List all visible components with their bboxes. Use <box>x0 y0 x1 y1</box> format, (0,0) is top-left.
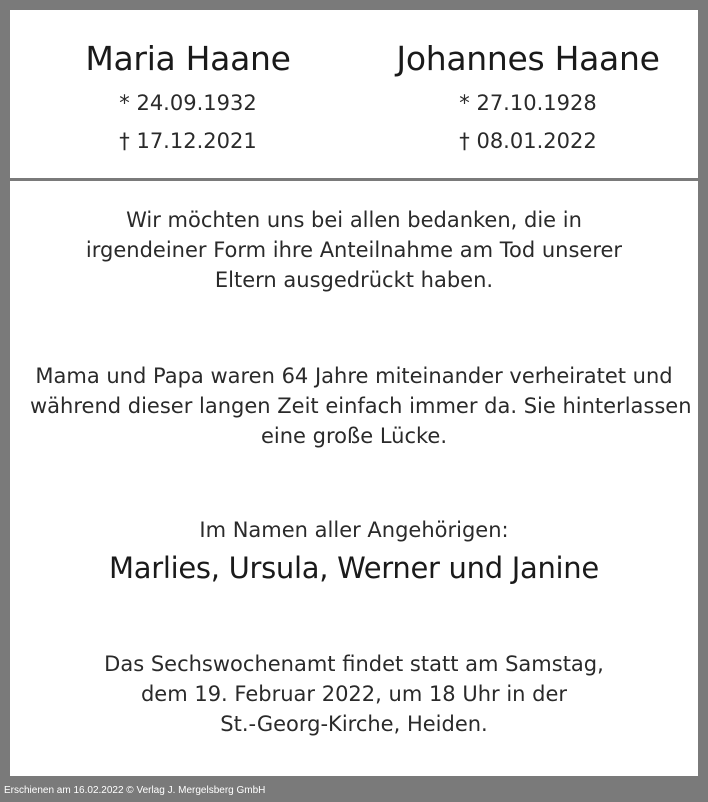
text-line: irgendeiner Form ihre Anteilnahme am Tod unserer <box>85 238 623 262</box>
birth-date: * 27.10.1928 <box>459 91 597 115</box>
obituary-notice <box>10 10 698 776</box>
thanks-paragraph <box>30 205 678 295</box>
service-announcement <box>30 649 678 739</box>
deceased-name: Johannes Haane <box>396 39 660 78</box>
header-divider <box>10 178 698 181</box>
deceased-mother <box>38 34 338 160</box>
publication-footer: Erschienen am 16.02.2022 © Verlag J. Mergelsberg GmbH <box>4 785 266 796</box>
text-line: während dieser langen Zeit einfach immer da. Sie hinterlassen <box>30 394 692 418</box>
memory-paragraph <box>30 361 692 451</box>
text-line: Mama und Papa waren 64 Jahre miteinander verheiratet und <box>35 364 673 388</box>
deceased-father <box>378 34 678 160</box>
text-line: Wir möchten uns bei allen bedanken, die in <box>126 208 582 232</box>
death-date: † 08.01.2022 <box>459 129 597 153</box>
behalf-of-label <box>30 515 678 545</box>
deceased-header <box>10 10 698 178</box>
deceased-name: Maria Haane <box>85 39 291 78</box>
text-line: St.-Georg-Kirche, Heiden. <box>220 712 488 736</box>
text-line: Eltern ausgedrückt haben. <box>214 268 494 292</box>
text-line: Im Namen aller Angehörigen: <box>199 518 509 542</box>
text-line: eine große Lücke. <box>260 424 448 448</box>
death-date: † 17.12.2021 <box>119 129 257 153</box>
birth-date: * 24.09.1932 <box>119 91 257 115</box>
text-line: dem 19. Februar 2022, um 18 Uhr in der <box>140 682 568 706</box>
text-line: Das Sechswochenamt findet statt am Samstag, <box>104 652 604 676</box>
signers-names: Marlies, Ursula, Werner und Janine <box>109 551 599 585</box>
